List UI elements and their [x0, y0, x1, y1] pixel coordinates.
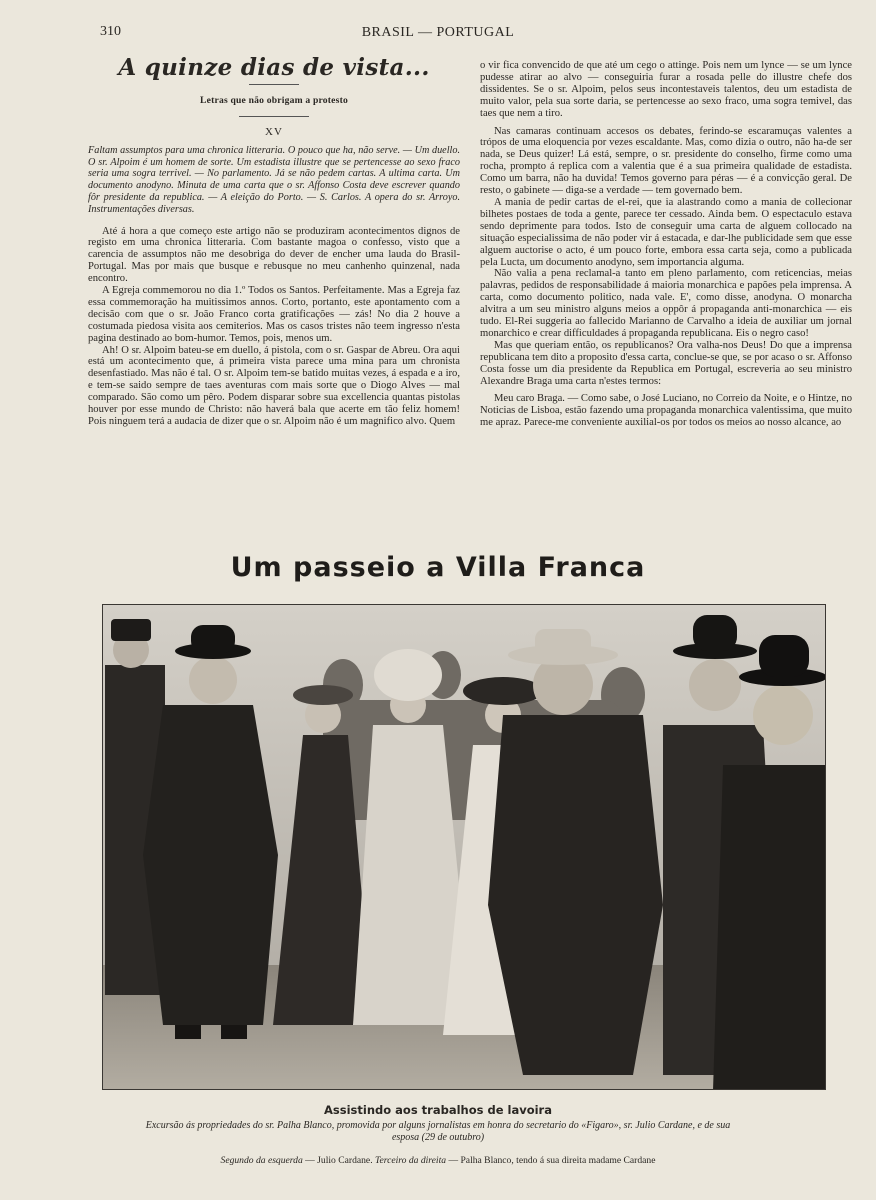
left-column: [88, 54, 460, 428]
title-divider: [249, 84, 299, 85]
journal-title: BRASIL — PORTUGAL: [361, 25, 515, 40]
photo-caption-title: Assistindo aos trabalhos de lavoira: [324, 1103, 552, 1117]
note-right-label: Terceiro da direita: [375, 1155, 447, 1166]
right-body: [480, 60, 852, 429]
letter-paragraph: Meu caro Braga. — Como sabe, o José Luciano, no Correio da Noite, e o Hintze, no Noticias de Lisboa, estão fazendo uma propaganda monarchica valentissima, que muito me apraz. Parece-me conveniente auxilial-os por todos os meios ao nosso alcance, ao: [480, 393, 852, 429]
paragraph: Ah! O sr. Alpoim bateu-se em duello, á pistola, com o sr. Gaspar de Abreu. Ora aqui está um acontecimento que, á primeira vista parece uma mina para um chronista desenfastiado. Mas não é tal. O sr. Alpoim tem-se batido muitas vezes, á espada e a iro, e tem-se saido sempre de taes aventuras com mais sorte que o Diogo Alves — mal comparado. São como um pêro. Podem disparar sobre sua excellencia quantas pistolas houver por esse mundo de Christo: não haverá bala que acerte em tão feliz homem! Pois ninguem terá a audacia de dizer que o sr. Alpoim não é um magnifico alvo. Quem: [88, 344, 460, 427]
photo-caption: Excursão ás propriedades do sr. Palha Blanco, promovida por alguns jornalistas em honra do secretario do «Figaro», sr. Julio Cardane, e de sua esposa (29 de outubro): [145, 1120, 731, 1143]
left-body: [88, 226, 460, 428]
paragraph: A mania de pedir cartas de el-rei, que ia alastrando como a mania de collecionar bilhetes postaes de toda a gente, parece ter cessado. Ainda bem. O espectaculo estava sendo deprimente para todos. Isto de conseguir uma carta de alguem collocado na situação especialissima de não poder vir á estacada, e dar-lhe publicidade sem que esse alguem auctorise o acto, é um pouco forte, embora essa carta seja, como a publicada pela Lucta, um documento anodyno, sem importancia alguma.: [480, 196, 852, 268]
right-column: [480, 60, 852, 429]
note-right-text: Palha Blanco, tendo á sua direita madame Cardane: [460, 1155, 656, 1166]
article-subtitle: Letras que não obrigam a protesto: [200, 94, 348, 106]
paragraph: o vir fica convencido de que até um cego o attinge. Pois nem um lynce — se um lynce pudesse atirar ao alvo — conseguiria furar a rosada pelle do illustre chefe dos dissidentes. Se o sr. Alpoim, pelos seus incontestaveis talentos, deu um estadista de muito valor, pela sua sorte daria, se pertencesse ao sexo fraco, uma sogra temivel, das taes que nem a tiro.: [480, 60, 852, 119]
article-title: A quinze dias de vista...: [118, 54, 430, 81]
note-separator: —: [305, 1155, 318, 1166]
group-photograph: [102, 604, 826, 1090]
section-number: XV: [265, 125, 283, 138]
note-separator: —: [448, 1155, 461, 1166]
note-left-name: Julio Cardane.: [317, 1155, 373, 1166]
photo-section-title: Um passeio a Villa Franca: [230, 552, 646, 583]
photograph-illustration: [103, 605, 826, 1090]
paragraph: Nas camaras continuam accesos os debates, ferindo-se escaramuças valentes a trópos de uma eloquencia por vezes escaldante. Mas, como dizia o outro, não ha-de ser nada, se Deus quizer! Lá está, sempre, o sr. presidente do conselho, firme como uma rocha, prompto á replica com a valentia que é a sua primeira qualidade de estadista. Como um barra, não ha duvida! Temos governo para péras — é a convicção geral. De resto, o gabinete — diga-se a verdade — tem governado bem.: [480, 125, 852, 197]
subtitle-divider: [239, 116, 309, 117]
paragraph: Mas que queriam então, os republicanos? Ora valha-nos Deus! Do que a imprensa republicana tem dito a proposito d'essa carta, conclue-se que, se por acaso o sr. Affonso Costa fosse um dia presidente da Republica em Portugal, escreveria ao seu ministro Alexandre Braga uma carta n'estes termos:: [480, 339, 852, 387]
page-number: 310: [100, 24, 121, 39]
article-summary: Faltam assumptos para uma chronica litteraria. O pouco que ha, não serve. — Um duello. O sr. Alpoim é um homem de sorte. Um estadista illustre que se pertencesse ao sexo fraco seria uma sogra terrivel. — No parlamento. Já se não pedem cartas. A ultima carta. Um documento anodyno. Minuta de uma carta que o sr. Affonso Costa deve escrever quando fôr presidente da republica. — A eleição do Porto. — S. Carlos. A opera do sr. Arroyo. Instrumentações diversas.: [88, 144, 460, 215]
paragraph: Até á hora a que começo este artigo não se produziram acontecimentos dignos de registo em uma chronica litteraria. Com bastante magoa o confesso, visto que a carencia de assumptos não me desobriga do dever de encher uma lauda do Brasil-Portugal. Mas por mais que busque e rebusque no meu canhenho quinzenal, nada encontro.: [88, 225, 460, 285]
note-left-label: Segundo da esquerda: [220, 1155, 303, 1166]
paragraph: A Egreja commemorou no dia 1.º Todos os Santos. Perfeitamente. Mas a Egreja faz essa commemoração ha muitissimos annos. Corto, portanto, este apontamento com a decisão com que o sr. João Franco corta gratificações — zás! No dia 2 houve a costumada piedosa visita aos cemiterios. Mas os casos tristes não teem ingresso n'esta pagina destinado ao bom-humor. Temos, pois, menos um.: [88, 285, 460, 344]
photo-identification-note: [0, 1155, 876, 1166]
running-head: [0, 24, 876, 44]
paragraph: Não valia a pena reclamal-a tanto em pleno parlamento, com reticencias, meias palavras, pedidos de responsabilidade á maioria monarchica e papões pela imprensa. A carta, como documento politico, nada vale. E', como disse, anodyna. O monarcha alvitra a um seu ministro alguns meios a oppôr á propaganda anti-monarchica — eis tudo. El-Rei suggeria ao fallecido Marianno de Carvalho a ideia de auxiliar um jornal monarchico e crear difficuldades á propaganda republicana. Eis o negro caso!: [480, 268, 852, 339]
